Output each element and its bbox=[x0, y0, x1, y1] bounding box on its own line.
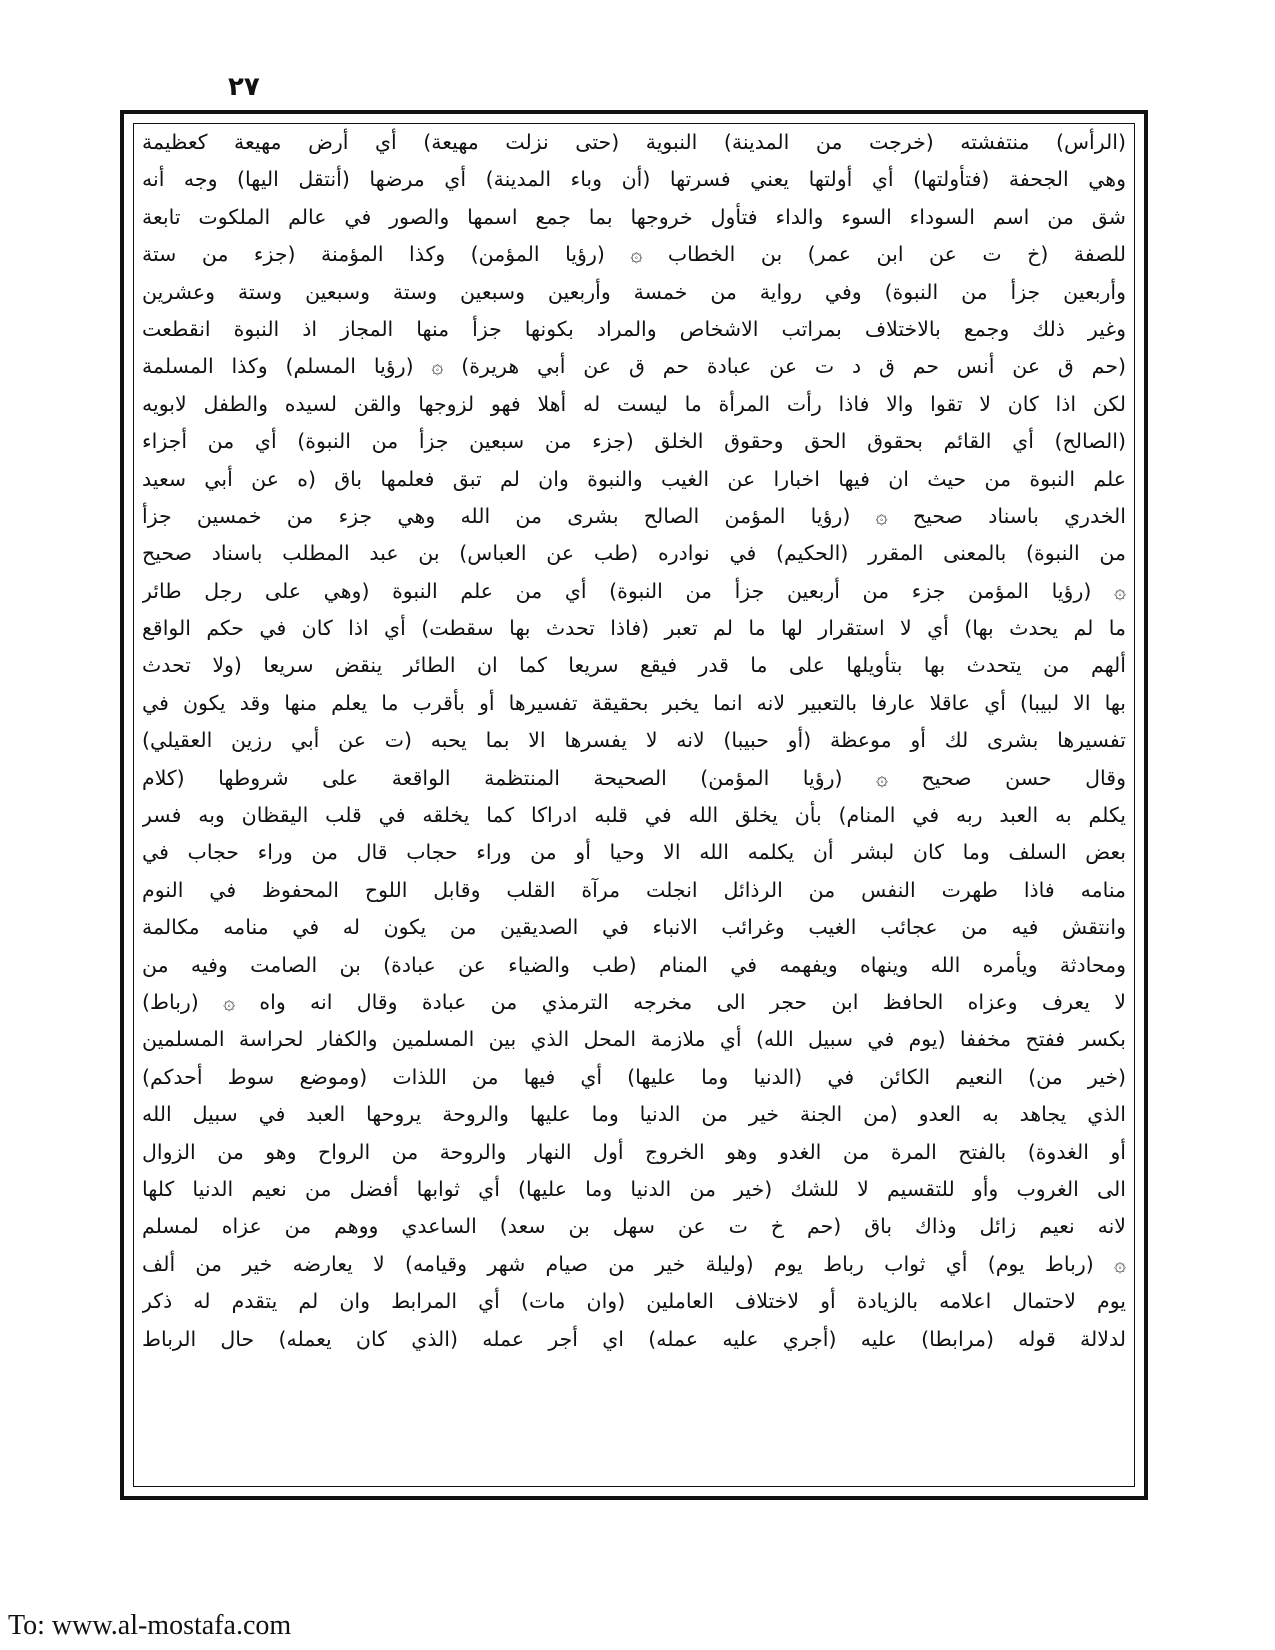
text-line: يوم لاحتمال اعلامه بالزيادة أو لاختلاف العاملين (وان مات) أي المرابط وان لم يتقدم له ذكر bbox=[142, 1289, 1126, 1314]
text-line: وانتقش فيه من عجائب الغيب وغرائب الانباء في الصديقين من يكون له في منامه مكالمة bbox=[142, 915, 1126, 940]
text-line: لانه نعيم زائل وذاك باق (حم خ ت عن سهل بن سعد) الساعدي ووهم من عزاه لمسلم bbox=[142, 1214, 1126, 1239]
text-line: ما لم يحدث بها) أي لا استقرار لها ما لم تعبر (فاذا تحدث بها سقطت) أي اذا كان في حكم الواقع bbox=[142, 616, 1126, 641]
text-line: لكن اذا كان لا تقوا والا فاذا رأت المرأة ما ليست له أهلا فهو لزوجها والقن لسيده والطفل لابويه bbox=[142, 391, 1126, 416]
text-line: الى الغروب وأو للتقسيم لا للشك (خير من الدنيا وما عليها) أي ثوابها أفضل من نعيم الدنيا كلها bbox=[142, 1176, 1126, 1201]
text-line: لدلالة قوله (مرابطا) عليه (أجري عليه عمله) اي أجر عمله (الذي كان يعمله) حال الرباط bbox=[142, 1326, 1126, 1351]
text-line: (الرأس) منتفشته (خرجت من المدينة) النبوية (حتى نزلت مهيعة) أي أرض مهيعة كعظيمة bbox=[142, 130, 1126, 154]
text-line: بعض السلف وما كان لبشر أن يكلمه الله الا وحيا أو من وراء حجاب قال من وراء حجاب في bbox=[142, 840, 1126, 865]
text-line: بكسر ففتح مخففا (يوم في سبيل الله) أي ملازمة المحل الذي بين المسلمين والكفار لحراسة المسلمين bbox=[142, 1027, 1126, 1052]
text-line: ۞ (رباط يوم) أي ثواب رباط يوم (وليلة خير من صيام شهر وقيامه) لا يعارضه خير من ألف bbox=[142, 1251, 1126, 1276]
text-line: منامه فاذا طهرت النفس من الرذائل انجلت مرآة القلب وقابل اللوح المحفوظ في النوم bbox=[142, 877, 1126, 902]
body-text bbox=[142, 124, 1126, 1484]
text-line: الذي يجاهد به العدو (من الجنة خير من الدنيا وما عليها والروحة يروحها العبد في سبيل الله bbox=[142, 1102, 1126, 1127]
text-line: يكلم به العبد ربه في المنام) بأن يخلق الله في قلبه ادراكا كما يخلقه في قلب اليقظان وبه فسر bbox=[142, 803, 1126, 828]
text-line: بها الا لبيبا) أي عاقلا عارفا بالتعبير لانه انما يخبر بحقيقة تفسيرها أو بأقرب ما يعلم منها وقد يكون في bbox=[142, 690, 1126, 715]
text-line: من النبوة) بالمعنى المقرر (الحكيم) في نوادره (طب عن العباس) بن عبد المطلب باسناد صحيح bbox=[142, 541, 1126, 566]
text-line: شق من اسم السوداء السوء والداء فتأول خروجها بما جمع اسمها والصور في عالم الملكوت تابعة bbox=[142, 204, 1126, 229]
text-line: ومحادثة ويأمره الله وينهاه ويفهمه في المنام (طب والضياء عن عبادة) بن الصامت وفيه من bbox=[142, 952, 1126, 977]
text-line: (حم ق عن أنس حم ق د ت عن عبادة حم ق عن أبي هريرة) ۞ (رؤيا المسلم) وكذا المسلمة bbox=[142, 354, 1126, 379]
text-line: ألهم من يتحدث بها بتأويلها على ما قدر فيقع سريعا كما ان الطائر ينقض سريعا (ولا تحدث bbox=[142, 653, 1126, 678]
text-line: الخدري باسناد صحيح ۞ (رؤيا المؤمن الصالح بشرى من الله وهي جزء من خمسين جزأ bbox=[142, 503, 1126, 528]
footer-source-link[interactable]: To: www.al-mostafa.com bbox=[8, 1610, 292, 1641]
text-line: (الصالح) أي القائم بحقوق الحق وحقوق الخلق (جزء من سبعين جزأ من النبوة) أي من أجزاء bbox=[142, 429, 1126, 454]
text-line: (خير من) النعيم الكائن في (الدنيا وما عليها) أي فيها من اللذات (وموضع سوط أحدكم) bbox=[142, 1064, 1126, 1089]
text-line: للصفة (خ ت عن ابن عمر) بن الخطاب ۞ (رؤيا المؤمن) وكذا المؤمنة (جزء من ستة bbox=[142, 242, 1126, 267]
text-line: لا يعرف وعزاه الحافظ ابن حجر الى مخرجه الترمذي من عبادة وقال انه واه ۞ (رباط) bbox=[142, 989, 1126, 1014]
text-line: تفسيرها بشرى لك أو موعظة (أو حبيبا) لانه لا يفسرها الا بما يحبه (ت عن أبي رزين العقيلي) bbox=[142, 728, 1126, 753]
text-line: وأربعين جزأ من النبوة) وفي رواية من خمسة وأربعين وسبعين وستة وسبعين وستة وعشرين bbox=[142, 279, 1126, 304]
page-number: ٢٧ bbox=[228, 72, 260, 102]
text-line: أو الغدوة) بالفتح المرة من الغدو وهو الخروج أول النهار والروحة من الرواح وهو من الزوال bbox=[142, 1139, 1126, 1164]
text-line: وغير ذلك وجمع بالاختلاف بمراتب الاشخاص والمراد بكونها جزأ منها المجاز اذ النبوة انقطعت bbox=[142, 316, 1126, 341]
text-line: وهي الجحفة (فتأولتها) أي أولتها يعني فسرتها (أن وباء المدينة) أي مرضها (أنتقل اليها) وجه أنه bbox=[142, 167, 1126, 192]
text-line: وقال حسن صحيح ۞ (رؤيا المؤمن) الصحيحة المنتظمة الواقعة على شروطها (كلام bbox=[142, 765, 1126, 790]
text-line: علم النبوة من حيث ان فيها اخبارا عن الغيب والنبوة وان لم تبق فعلمها باق (ه عن أبي سعيد bbox=[142, 466, 1126, 491]
text-line: ۞ (رؤيا المؤمن جزء من أربعين جزأ من النبوة) أي من علم النبوة (وهي على رجل طائر bbox=[142, 578, 1126, 603]
